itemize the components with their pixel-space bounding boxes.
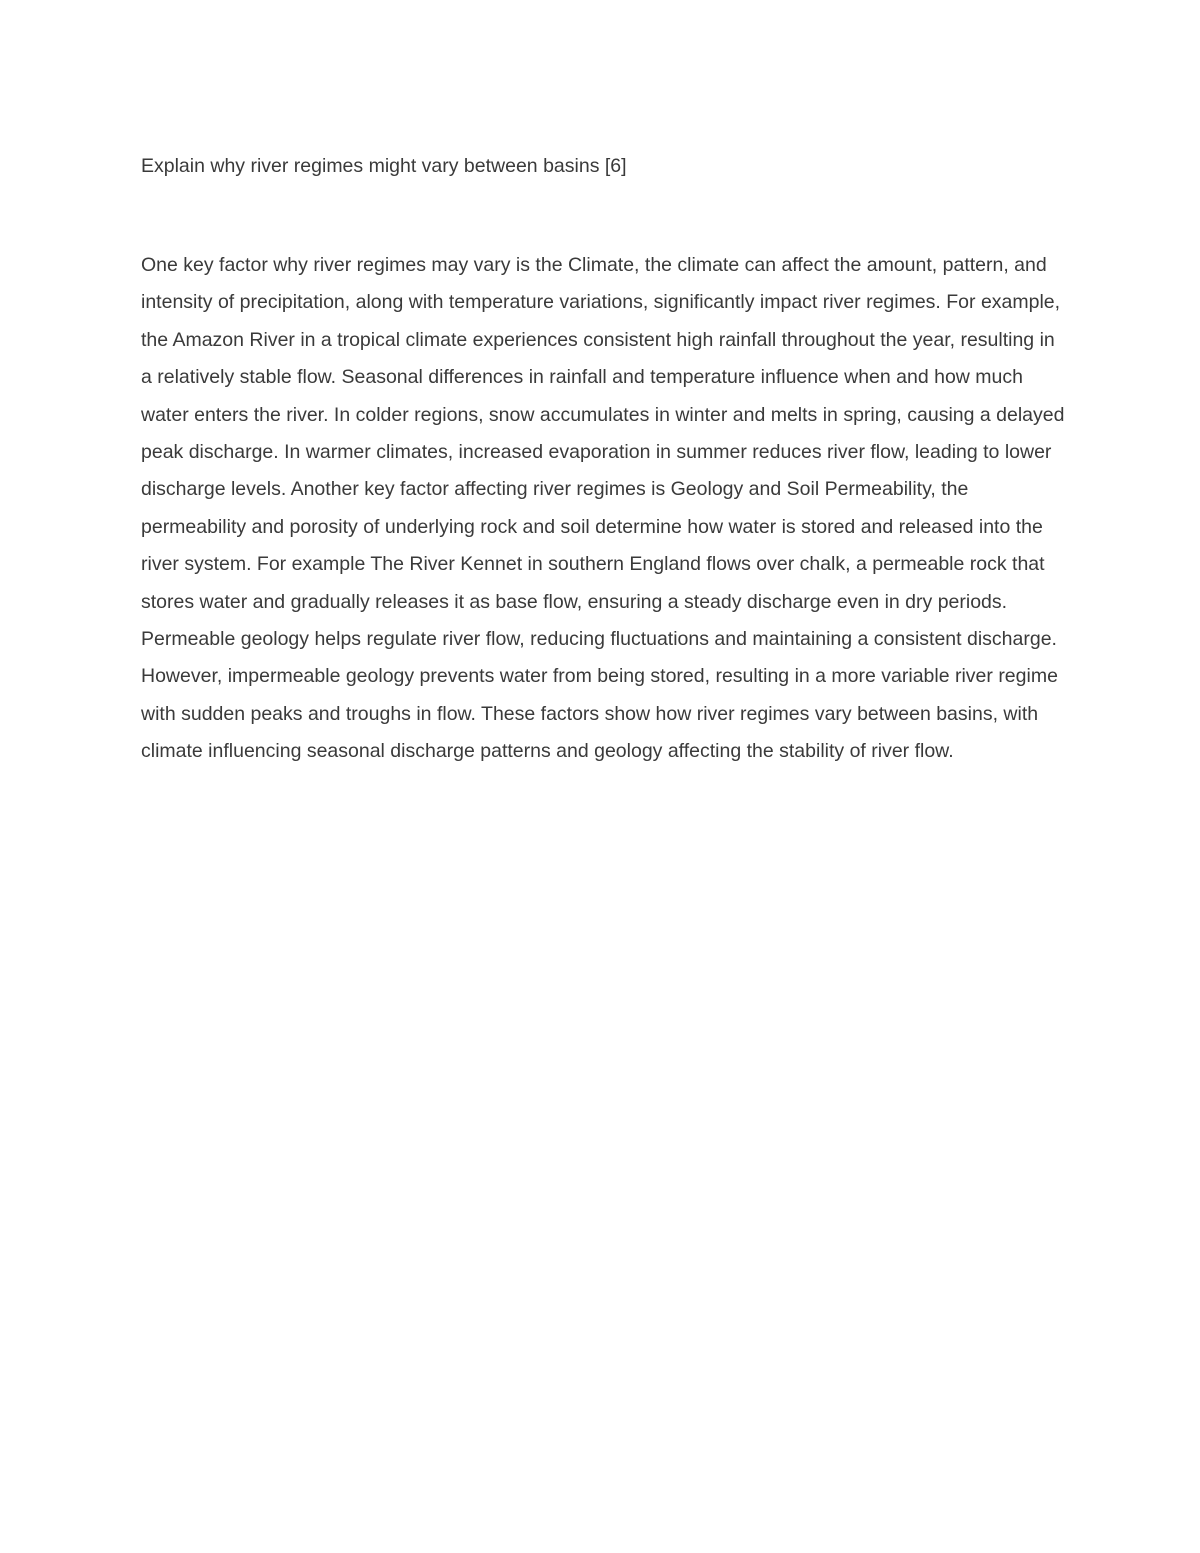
document-body [141, 150, 1066, 771]
answer-paragraph: One key factor why river regimes may vary is the Climate, the climate can affect the amount, pattern, and intensity of precipitation, along with temperature variations, significantly impact river regimes. For example, the Amazon River in a tropical climate experiences consistent high rainfall throughout the year, resulting in a relatively stable flow. Seasonal differences in rainfall and temperature influence when and how much water enters the river. In colder regions, snow accumulates in winter and melts in spring, causing a delayed peak discharge. In warmer climates, increased evaporation in summer reduces river flow, leading to lower discharge levels. Another key factor affecting river regimes is Geology and Soil Permeability, the permeability and porosity of underlying rock and soil determine how water is stored and released into the river system. For example The River Kennet in southern England flows over chalk, a permeable rock that stores water and gradually releases it as base flow, ensuring a steady discharge even in dry periods. Permeable geology helps regulate river flow, reducing fluctuations and maintaining a consistent discharge. However, impermeable geology prevents water from being stored, resulting in a more variable river regime with sudden peaks and troughs in flow. These factors show how river regimes vary between basins, with climate influencing seasonal discharge patterns and geology affecting the stability of river flow. [141, 254, 1065, 763]
question-text: Explain why river regimes might vary between basins [6] [141, 155, 627, 177]
